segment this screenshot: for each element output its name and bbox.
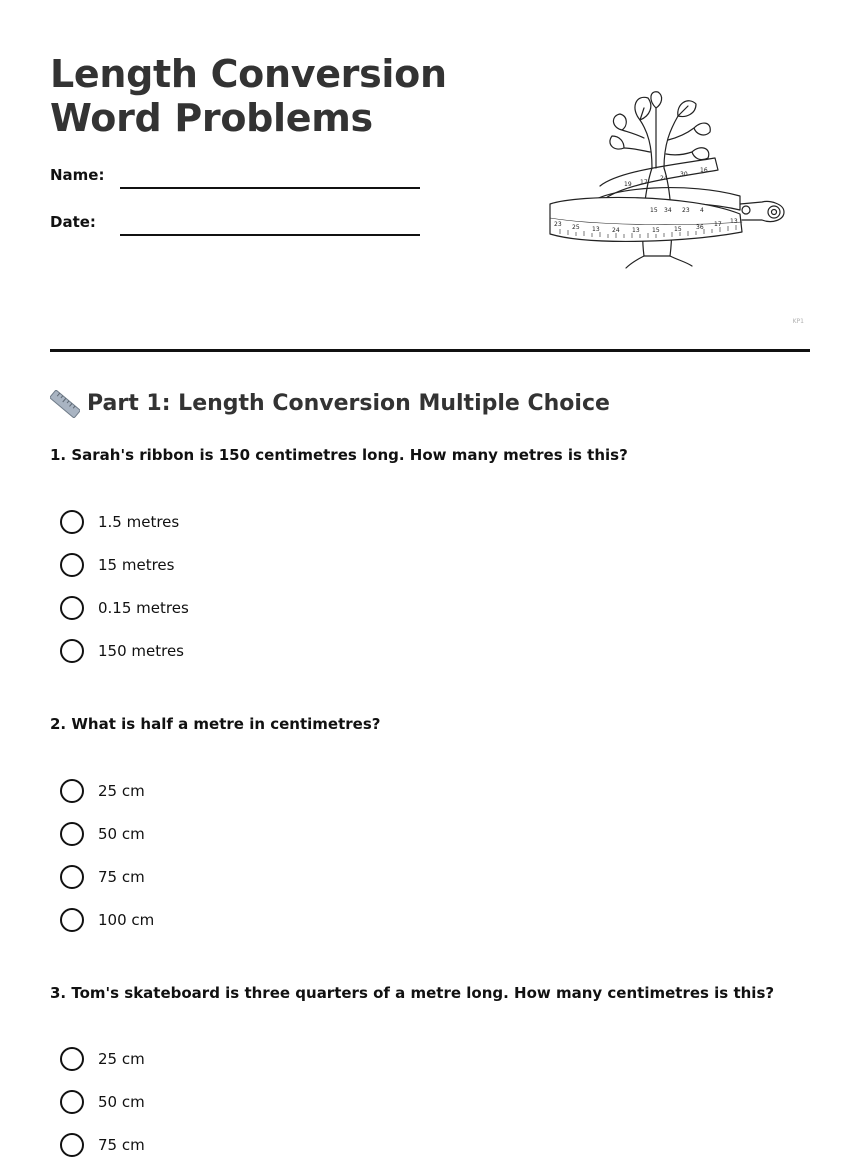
q3-option-c[interactable] [60, 1133, 460, 1159]
tape-number: 25 [572, 224, 580, 231]
radio-button[interactable] [60, 510, 84, 534]
name-field[interactable] [50, 166, 420, 190]
option-label: 75 cm [98, 868, 145, 886]
q2-option-b[interactable] [60, 822, 460, 848]
radio-button[interactable] [60, 1090, 84, 1114]
tape-number: 15 [650, 207, 658, 214]
section-title: Part 1: Length Conversion Multiple Choice [87, 391, 610, 416]
tape-number: 24 [612, 227, 620, 234]
title-line-1: Length Conversion [50, 52, 447, 96]
question-2: 2. What is half a metre in centimetres? [50, 715, 381, 733]
tape-number: 17 [640, 179, 648, 186]
radio-button[interactable] [60, 596, 84, 620]
option-label: 1.5 metres [98, 513, 180, 531]
tree-tape-illustration-icon [540, 86, 790, 272]
question-1: 1. Sarah's ribbon is 150 centimetres long. How many metres is this? [50, 446, 628, 464]
tape-number: 4 [700, 207, 704, 214]
radio-button[interactable] [60, 908, 84, 932]
tape-number: 34 [664, 207, 672, 214]
q1-option-d[interactable] [60, 639, 460, 665]
radio-button[interactable] [60, 822, 84, 846]
q3-option-a[interactable] [60, 1047, 460, 1073]
date-field[interactable] [50, 213, 420, 237]
radio-button[interactable] [60, 779, 84, 803]
option-label: 100 cm [98, 911, 155, 929]
tape-number: 15 [674, 226, 682, 233]
tape-number: 24 [660, 175, 668, 182]
q2-option-d[interactable] [60, 908, 460, 934]
option-label: 50 cm [98, 825, 145, 843]
radio-button[interactable] [60, 639, 84, 663]
date-line[interactable] [120, 234, 420, 236]
option-label: 0.15 metres [98, 599, 189, 617]
tape-number: 16 [700, 167, 708, 174]
name-label: Name: [50, 166, 105, 184]
radio-button[interactable] [60, 553, 84, 577]
q3-option-b[interactable] [60, 1090, 460, 1116]
tape-number: 13 [730, 218, 738, 225]
tape-number: 23 [682, 207, 690, 214]
worksheet-title [50, 52, 447, 140]
q1-option-a[interactable] [60, 510, 460, 536]
date-label: Date: [50, 213, 96, 231]
option-label: 25 cm [98, 782, 145, 800]
q2-option-a[interactable] [60, 779, 460, 805]
header-divider [50, 349, 810, 352]
option-label: 15 metres [98, 556, 175, 574]
option-label: 150 metres [98, 642, 185, 660]
option-label: 50 cm [98, 1093, 145, 1111]
title-line-2: Word Problems [50, 96, 373, 140]
tape-number: 17 [714, 221, 722, 228]
question-3: 3. Tom's skateboard is three quarters of a metre long. How many centimetres is this? [50, 984, 775, 1002]
tape-number: 13 [592, 226, 600, 233]
ruler-icon [50, 390, 80, 418]
option-label: 75 cm [98, 1136, 145, 1154]
q1-option-b[interactable] [60, 553, 460, 579]
tape-number: 19 [624, 181, 632, 188]
option-label: 25 cm [98, 1050, 145, 1068]
radio-button[interactable] [60, 1133, 84, 1157]
q2-option-c[interactable] [60, 865, 460, 891]
tape-number: 23 [554, 221, 562, 228]
tape-number: 13 [632, 227, 640, 234]
illustration-note: KP1 [792, 318, 804, 325]
tape-number: 15 [652, 227, 660, 234]
radio-button[interactable] [60, 865, 84, 889]
tape-number: 30 [680, 171, 688, 178]
q1-option-c[interactable] [60, 596, 460, 622]
radio-button[interactable] [60, 1047, 84, 1071]
name-line[interactable] [120, 187, 420, 189]
tape-number: 36 [696, 224, 704, 231]
